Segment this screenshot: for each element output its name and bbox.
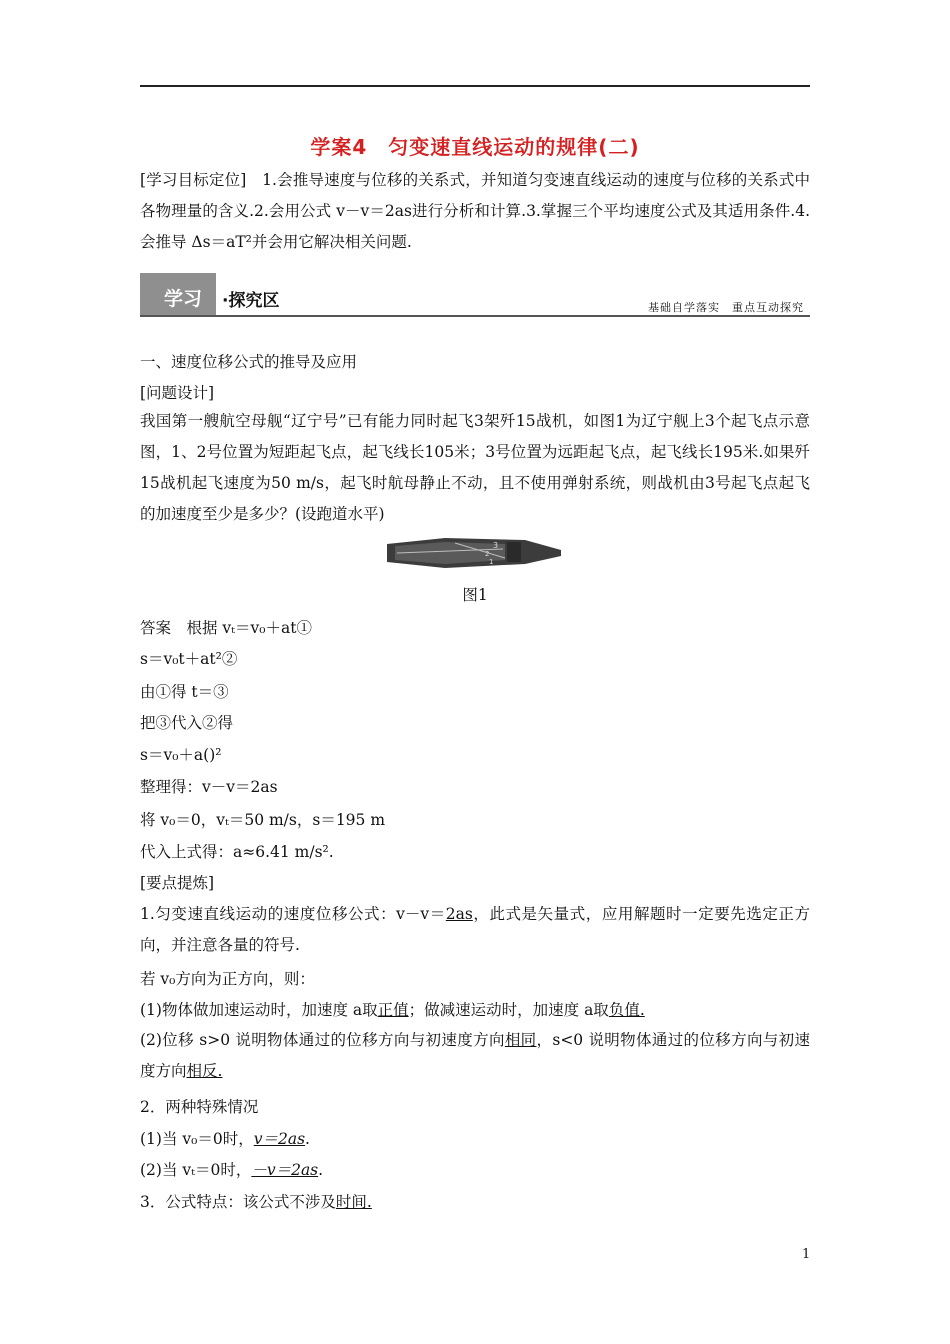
point-1-text: 1.匀变速直线运动的速度位移公式：v－v＝ — [140, 905, 446, 923]
banner-rule — [140, 315, 810, 317]
point-3 — [140, 1190, 810, 1212]
point-1-2-blank-2: 相反. — [186, 1062, 223, 1080]
point-1-2-text: (2)位移 s>0 说明物体通过的位移方向与初速度方向 — [140, 1031, 505, 1049]
banner-subtitle: ·探究区 — [222, 291, 280, 311]
point-1-condition: 若 v₀方向为正方向，则： — [140, 970, 315, 988]
point-1-2-text-cont: ，s<0 说明物体通过的位移方向与初速度方向 — [140, 1031, 810, 1080]
point-3-text: 3．公式特点：该公式不涉及 — [140, 1193, 336, 1211]
point-1-1-blank-2: 负值. — [608, 1001, 645, 1019]
point-2-1: (1)当 v₀＝0时，v＝2as. — [140, 1130, 310, 1148]
banner-right-text: 基础自学落实 重点互动探究 — [648, 301, 804, 314]
point-1-1 — [140, 998, 810, 1020]
carrier-figure — [385, 534, 563, 572]
design-label: [问题设计] — [140, 384, 215, 402]
point-1 — [140, 899, 810, 961]
point-1-blank: 2as — [445, 905, 473, 923]
learning-objectives: [学习目标定位] 1.会推导速度与位移的关系式，并知道匀变速直线运动的速度与位移的关系式中各物理量的含义.2.会用公式 v－v＝2as进行分析和计算.3.掌握三个平均速度公式及其适用条件.4.会推导 Δs＝aT²并会用它解决相关问题. — [140, 171, 810, 251]
section-heading: 一、速度位移公式的推导及应用 — [140, 353, 358, 371]
answer-line-4: 把③代入②得 — [140, 714, 234, 732]
answer-line-8: 代入上式得：a≈6.41 m/s². — [140, 843, 334, 861]
banner-label-box — [140, 273, 216, 317]
page-title: 学案4 匀变速直线运动的规律(二) — [310, 135, 640, 159]
point-2-1-text: (1)当 v₀＝0时， — [140, 1130, 254, 1148]
header-rule — [140, 85, 810, 87]
key-points-label: [要点提炼] — [140, 874, 215, 892]
section-banner — [140, 273, 810, 317]
svg-text:3: 3 — [493, 541, 499, 550]
answer-line-1: 答案 根据 vₜ＝v₀＋at① — [140, 619, 312, 637]
point-2-2: (2)当 vₜ＝0时，－v＝2as. — [140, 1161, 324, 1179]
point-2-2-blank: －v＝2as — [251, 1161, 319, 1179]
figure-caption: 图1 — [462, 586, 488, 604]
point-2-2-text: (2)当 vₜ＝0时， — [140, 1161, 252, 1179]
point-2-1-blank: v＝2as — [253, 1130, 306, 1148]
point-3-blank: 时间. — [335, 1193, 372, 1211]
point-1-1-blank-1: 正值 — [377, 1001, 409, 1019]
point-1-text-cont: ，此式是矢量式，应用解题时一定要先选定正方向，并注意各量的符号. — [140, 905, 810, 954]
point-1-1-text: (1)物体做加速运动时，加速度 a取 — [140, 1001, 378, 1019]
banner-label: 学习 — [164, 288, 203, 310]
answer-line-3: 由①得 t＝③ — [140, 683, 229, 701]
question-text: 我国第一艘航空母舰“辽宁号”已有能力同时起飞3架歼15战机，如图1为辽宁舰上3个起飞点示意图，1、2号位置为短距起飞点，起飞线长105米；3号位置为远距起飞点，起飞线长195米.如果歼15战机起飞速度为50 m/s，起飞时航母静止不动，且不使用弹射系统，则战机由3号起飞点起飞的加速度至少是多少？(设跑道水平) — [140, 412, 810, 523]
svg-text:2: 2 — [485, 550, 490, 558]
point-1-1-text-cont: ；做减速运动时，加速度 a取 — [408, 1001, 609, 1019]
answer-line-6: 整理得：v－v＝2as — [140, 778, 278, 796]
answer-line-7: 将 v₀＝0，vₜ＝50 m/s，s＝195 m — [140, 811, 386, 829]
answer-line-2: s＝v₀t＋at²② — [140, 650, 238, 668]
svg-text:1: 1 — [489, 558, 494, 566]
point-2: 2．两种特殊情况 — [140, 1098, 259, 1116]
point-1-2 — [140, 1025, 810, 1087]
page-number: 1 — [802, 1247, 811, 1262]
answer-line-5: s＝v₀＋a()² — [140, 746, 222, 764]
point-1-2-blank-1: 相同 — [504, 1031, 537, 1049]
